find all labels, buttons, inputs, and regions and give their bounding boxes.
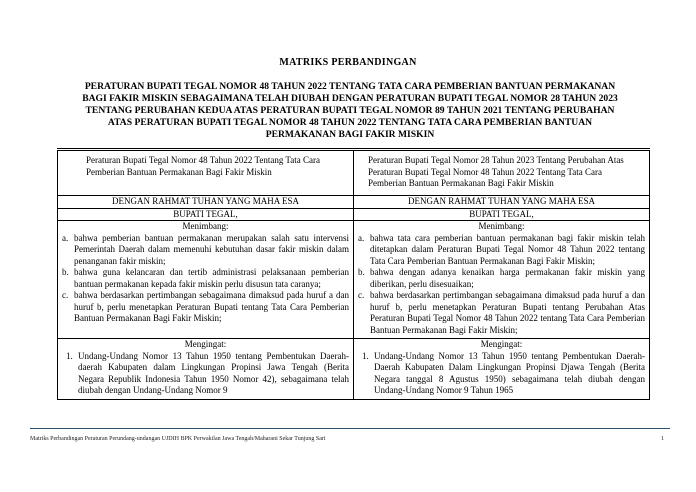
list-item: 1. Undang-Undang Nomor 13 Tahun 1950 tentang Pembentukan Daerah-daerah Kabupaten dalam Lingkungan Propinsi Jawa Tengah (Berita Negara Republik Indonesia Tahun 1950 Nomor 42), sebagaimana telah diubah dengan Undang-Undang Nomor 9 xyxy=(66,350,349,395)
list-item: c. bahwa berdasarkan pertimbangan sebagaimana dimaksud pada huruf a dan huruf b, perlu menetapkan Peraturan Bupati tentang Perubahan Atas Peraturan Bupati Tegal Nomor 48 Tahun 2022 tentang Tata Cara Pemberian Bantuan Permakanan Bagi Fakir Miskin; xyxy=(358,290,645,335)
subtitle-line: PERMAKANAN BAGI FAKIR MISKIN xyxy=(265,129,435,140)
mengingat-list-left xyxy=(62,351,349,397)
table-row xyxy=(58,150,650,196)
left-header: Peraturan Bupati Tegal Nomor 48 Tahun 2022 Tentang Tata Cara Pemberian Bantuan Permakanan Bagi Fakir Miskin xyxy=(86,155,321,177)
menimbang-left: Menimbang: xyxy=(182,221,229,231)
menimbang-right: Menimbang: xyxy=(478,221,525,231)
left-mengingat-cell xyxy=(58,339,354,400)
table-row xyxy=(58,196,650,339)
list-item: a. bahwa pemberian bantuan permakanan merupakan salah satu intervensi Pemerintah Daerah dalam memenuhi kebutuhan dasar fakir miskin dalam penanganan fakir miskin; xyxy=(62,232,349,266)
document-subtitle xyxy=(52,81,648,141)
left-body-cell xyxy=(58,196,354,339)
list-item: c. bahwa berdasarkan pertimbangan sebagaimana dimaksud pada huruf a dan huruf b, perlu menetapkan Peraturan Bupati tentang Tata Cara Pemberian Bantuan Permakanan Bagi Fakir Miskin; xyxy=(62,290,349,323)
page-footer: Matriks Perbandingan Peraturan Perundang-undangan UJDIH BPK Perwakilan Jawa Tengah/Maharani Sekar Tunjung Sari xyxy=(30,436,326,442)
mengingat-list-right xyxy=(358,351,645,397)
right-header-cell xyxy=(354,150,650,196)
dengan-rahmat-left: DENGAN RAHMAT TUHAN YANG MAHA ESA xyxy=(58,196,353,209)
comparison-table xyxy=(57,148,650,400)
list-item: b. bahwa dengan adanya kenaikan harga permakanan fakir miskin yang diberikan, perlu disesuaikan; xyxy=(358,267,645,289)
subtitle-line: BAGI FAKIR MISKIN SEBAGAIMANA TELAH DIUBAH DENGAN PERATURAN BUPATI TEGAL NOMOR 28 TAHUN 2023 xyxy=(82,93,618,104)
list-item: 1. Undang-Undang Nomor 13 Tahun 1950 tentang Pembentukan Daerah-Daerah Kabupaten Dalam Lingkungan Propinsi Djawa Tengah (Berita Negara tanggal 8 Agustus 1950) sebagaimana telah diubah dengan Undang-Undang Nomor 9 Tahun 1965 xyxy=(362,350,645,395)
bupati-left: BUPATI TEGAL, xyxy=(58,209,353,222)
menimbang-list-right xyxy=(358,233,645,337)
table-row xyxy=(58,339,650,400)
left-header-cell xyxy=(58,150,354,196)
right-mengingat-cell xyxy=(354,339,650,400)
menimbang-list-left xyxy=(62,233,349,325)
page-number: 1 xyxy=(661,436,664,442)
dengan-rahmat-right: DENGAN RAHMAT TUHAN YANG MAHA ESA xyxy=(354,196,649,209)
footer-divider xyxy=(30,428,670,429)
right-body-cell xyxy=(354,196,650,339)
mengingat-right: Mengingat: xyxy=(480,339,523,349)
right-header: Peraturan Bupati Tegal Nomor 28 Tahun 2023 Tentang Perubahan Atas Peraturan Bupati Tegal Nomor 48 Tahun 2022 Tentang Tata Cara Pemberian Bantuan Permakanan Bagi Fakir Miskin xyxy=(368,155,624,188)
mengingat-left: Mengingat: xyxy=(184,339,227,349)
bupati-right: BUPATI TEGAL, xyxy=(354,209,649,222)
subtitle-line: PERATURAN BUPATI TEGAL NOMOR 48 TAHUN 2022 TENTANG TATA CARA PEMBERIAN BANTUAN PERMAKANAN xyxy=(84,81,616,92)
subtitle-line: ATAS PERATURAN BUPATI TEGAL NOMOR 48 TAHUN 2022 TENTANG TATA CARA PEMBERIAN BANTUAN xyxy=(107,117,593,128)
list-item: b. bahwa guna kelancaran dan tertib administrasi pelaksanaan pemberian bantuan permakanan kepada fakir miskin perlu disusun tata caranya; xyxy=(62,267,349,289)
list-item: a. bahwa tata cara pemberian bantuan permakanan bagi fakir miskin telah ditetapkan dalam Peraturan Bupati Tegal Nomor 48 Tahun 2022 tentang Tata Cara Pemberian Bantuan Permakanan Bagi Fakir Miskin; xyxy=(358,232,645,266)
document-title: MATRIKS PERBANDINGAN xyxy=(279,57,417,68)
subtitle-line: TENTANG PERUBAHAN KEDUA ATAS PERATURAN BUPATI TEGAL NOMOR 89 TAHUN 2021 TENTANG PERUBAHAN xyxy=(85,105,615,116)
